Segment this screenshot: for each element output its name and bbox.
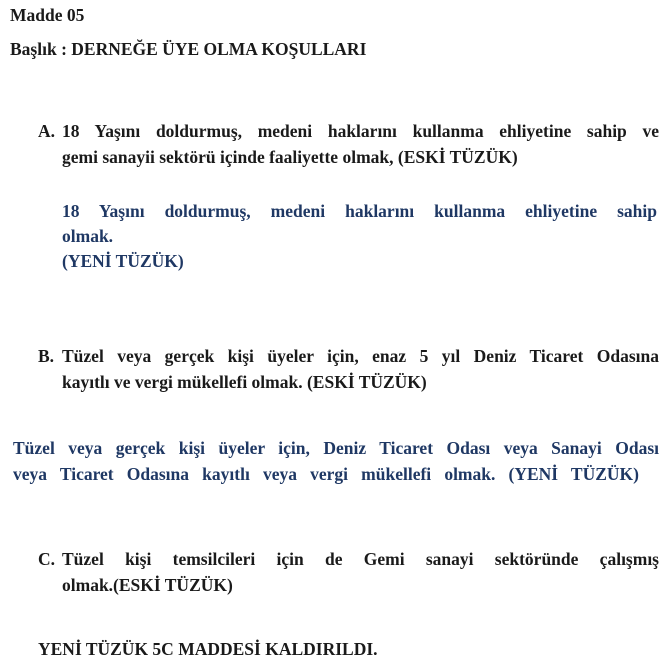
- article-title: Başlık : DERNEĞE ÜYE OLMA KOŞULLARI: [10, 39, 367, 59]
- item-b-new-line1: Tüzel veya gerçek kişi üyeler için, Deniz Ticaret Odası veya Sanayi Odası: [13, 438, 659, 458]
- article-number: Madde 05: [10, 5, 85, 25]
- item-c-old-line2: olmak.(ESKİ TÜZÜK): [62, 575, 233, 595]
- item-b-marker: B.: [38, 346, 55, 366]
- item-a-new-line1: 18 Yaşını doldurmuş, medeni haklarını kullanma ehliyetine sahip: [62, 201, 657, 221]
- item-a-new-line3: (YENİ TÜZÜK): [62, 251, 184, 271]
- item-a-old-line2: gemi sanayii sektörü içinde faaliyette olmak, (ESKİ TÜZÜK): [62, 147, 518, 167]
- item-b-new-line2: veya Ticaret Odasına kayıtlı veya vergi mükellefi olmak. (YENİ TÜZÜK): [13, 464, 639, 484]
- item-a-new-line2: olmak.: [62, 226, 114, 246]
- item-a-marker: A.: [38, 121, 56, 141]
- item-b-old-line2: kayıtlı ve vergi mükellefi olmak. (ESKİ TÜZÜK): [62, 372, 427, 392]
- item-c-old-line1: Tüzel kişi temsilcileri için de Gemi sanayi sektöründe çalışmış: [62, 549, 659, 569]
- item-a-old-line1: 18 Yaşını doldurmuş, medeni haklarını kullanma ehliyetine sahip ve: [62, 121, 659, 141]
- item-c-new-line1: YENİ TÜZÜK 5C MADDESİ KALDIRILDI.: [38, 639, 378, 659]
- item-c-marker: C.: [38, 549, 56, 569]
- item-b-old-line1: Tüzel veya gerçek kişi üyeler için, enaz 5 yıl Deniz Ticaret Odasına: [62, 346, 659, 366]
